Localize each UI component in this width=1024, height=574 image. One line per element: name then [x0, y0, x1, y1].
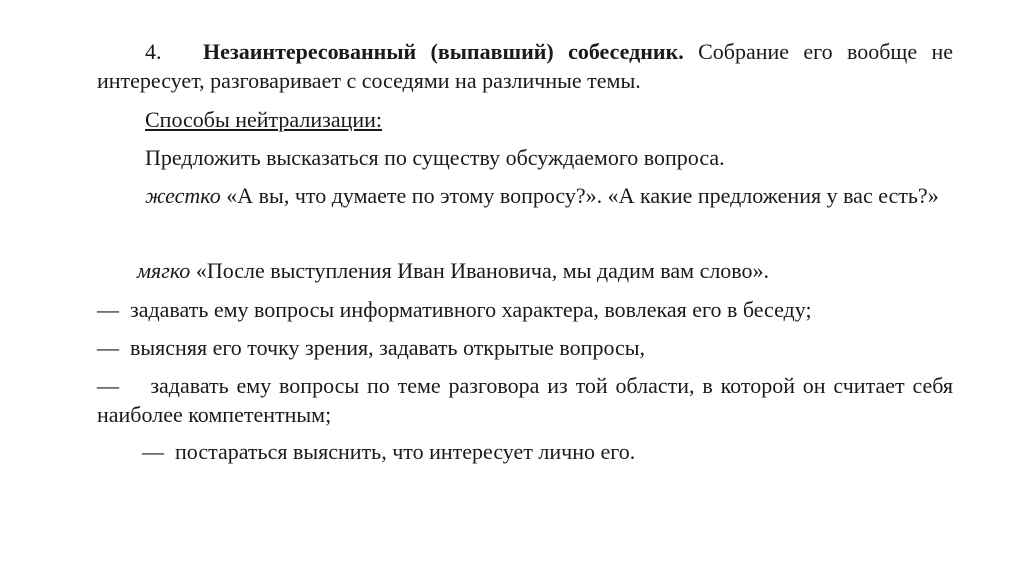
item-description-first: Собрание его	[698, 39, 833, 64]
bullet-text: выясняя его точку зрения, задавать открытые вопросы,	[130, 335, 646, 360]
item-description-rest: вообще не интересует, разговаривает с соседями на различные темы.	[97, 39, 953, 93]
bullet-dash: —	[97, 335, 119, 360]
bullet-text: задавать ему вопросы информативного характера, вовлекая его в беседу;	[130, 297, 812, 322]
bullet-text: постараться выяснить, что интересует лично его.	[175, 439, 636, 464]
item-title: Незаинтересованный (выпавший) собеседник.	[203, 39, 684, 64]
bullet-item	[97, 371, 953, 429]
hard-label: жестко	[145, 183, 221, 208]
methods-heading-line	[97, 105, 953, 134]
hard-approach	[97, 181, 953, 210]
soft-text: «После выступления Иван Ивановича, мы дадим вам слово».	[195, 258, 770, 283]
bullet-dash: —	[97, 373, 119, 398]
soft-approach	[97, 256, 953, 285]
bullet-text: задавать ему вопросы по теме разговора из той области, в которой он считает себя наиболее компетентным;	[97, 373, 954, 427]
bullet-dash: —	[142, 439, 164, 464]
suggest-line	[97, 143, 953, 172]
item-number: 4.	[145, 39, 162, 64]
bullet-dash: —	[97, 297, 119, 322]
hard-text: «А вы, что думаете по этому вопросу?». «А какие предложения у вас есть?»	[226, 183, 939, 208]
soft-label: мягко	[137, 258, 191, 283]
methods-heading: Способы нейтрализации:	[145, 107, 383, 132]
bullet-item	[97, 295, 953, 324]
bullet-item	[97, 437, 953, 466]
bullet-item	[97, 333, 953, 362]
suggest-text: Предложить высказаться по существу обсуждаемого вопроса.	[145, 145, 725, 170]
item-paragraph	[97, 37, 953, 95]
